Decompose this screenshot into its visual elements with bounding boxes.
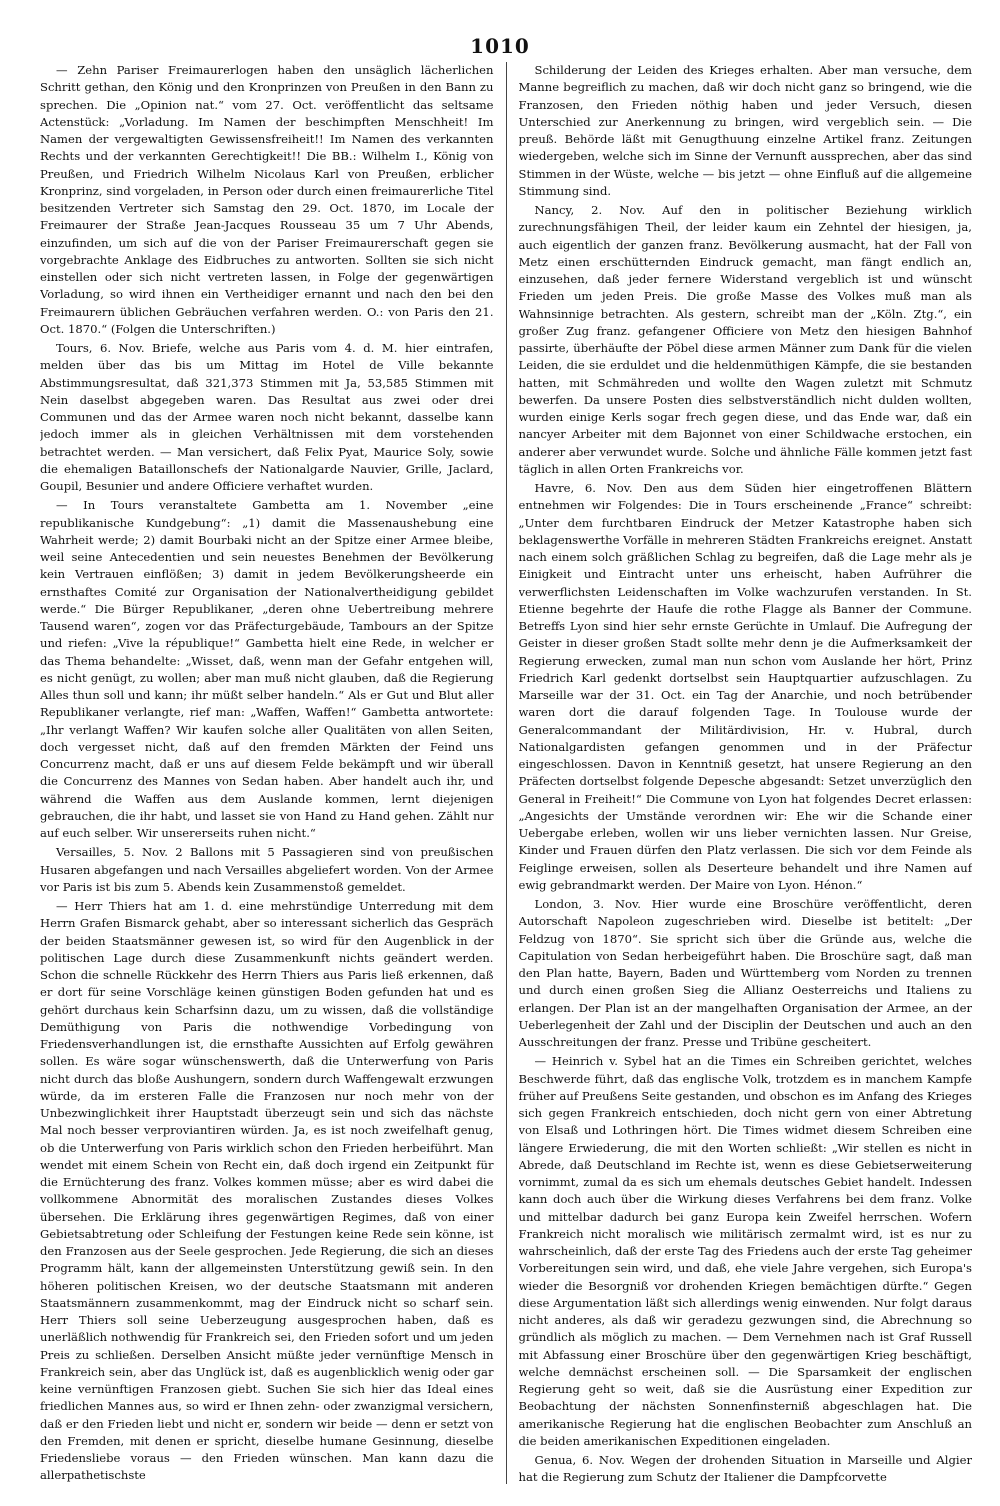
article-paragraph: — Heinrich v. Sybel hat an die Times ein Schreiben gerichtet, welches Beschwerde führt, daß das englische Volk, trotzdem es in manchem Kampfe früher auf Preußens Seite gestanden, und obschon es im Anfang des Krieges sich gegen Frankreich entschieden, doch nicht gern von einer Abtretung von Elsaß und Lothringen hört. Die Times widmet diesem Schreiben eine längere Erwiederung, die mit den Worten schließt: „Wir stellen es nicht in Abrede, daß Deutschland im Rechte ist, wenn es diese Gebietserweiterung vornimmt, zumal da es sich um ehemals deutsches Gebiet handelt. Indessen kann doch auch über die Wirkung dieses Verfahrens bei dem franz. Volke und mittelbar dadurch bei ganz Europa kein Zweifel herrschen. Wofern Frankreich nicht moralisch wie militärisch zermalmt wird, ist es nur zu wahrscheinlich, daß der erste Tag des Friedens auch der erste Tag geheimer Vorbereitungen sein wird, und daß, ehe viele Jahre vergehen, sich Europa's wieder die Besorgniß vor drohenden Kriegen bemächtigen dürfte.“ Gegen diese Argumentation läßt sich allerdings wenig einwenden. Nur folgt daraus nicht anderes, als daß wir geradezu gezwungen sind, die Abrechnung so gründlich als möglich zu machen. — Dem Vernehmen nach ist Graf Russell mit Abfassung einer Broschüre über den gegenwärtigen Krieg beschäftigt, welche demnächst erscheinen soll. — Die Sparsamkeit der englischen Regierung geht so weit, daß sie die Ausrüstung einer Expedition zur Beobachtung der nächsten Sonnenfinsterniß abgeschlagen hat. Die amerikanische Regierung hat die englischen Beobachter zum Anschluß an die beiden amerikanischen Expeditionen eingeladen.: [518, 1054, 972, 1448]
columns: [40, 62, 972, 1484]
right-column: [519, 62, 973, 1484]
left-column: [40, 62, 494, 1484]
article-paragraph: Schilderung der Leiden des Krieges erhalten. Aber man versuche, dem Manne begreiflich zu machen, daß wir doch nicht ganz so bringend, wie die Franzosen, den Frieden nöthig haben und jeder Versuch, diesen Unterschied zur Anerkennung zu bringen, wird vergeblich sein. — Die preuß. Behörde läßt mit Genugthuung einzelne Artikel franz. Zeitungen wiedergeben, welche sich im Sinne der Vernunft aussprechen, aber das sind Stimmen in der Wüste, welche — bis jetzt — ohne Einfluß auf die allgemeine Stimmung sind.: [518, 63, 972, 198]
article-paragraph: — In Tours veranstaltete Gambetta am 1. November „eine republikanische Kundgebung“: „1) damit die Massenaushebung eine Wahrheit werde; 2) damit Bourbaki nicht an der Spitze einer Armee bleibe, weil seine Antecedentien und sein neuestes Benehmen der Bevölkerung kein Vertrauen einflößen; 3) damit in jedem Bevölkerungsheerde ein ernsthaftes Comité zur Organisation der Nationalvertheidigung gebildet werde.“ Die Bürger Republikaner, „deren ohne Uebertreibung mehrere Tausend waren“, zogen vor das Präfecturgebäude, Tambours an der Spitze und riefen: „Vive la république!“ Gambetta hielt eine Rede, in welcher er das Thema behandelte: „Wisset, daß, wenn man der Gefahr entgehen will, es nicht genügt, zu wollen; aber man muß nicht glauben, daß die Regierung Alles thun soll und kann; ihr müßt selber handeln.“ Als er Gut und Blut aller Republikaner verlangte, rief man: „Waffen, Waffen!“ Gambetta antwortete: „Ihr verlangt Waffen? Wir kaufen solche aller Qualitäten von allen Seiten, doch vergesset nicht, daß auf den fremden Märkten der Feind uns Concurrenz macht, daß er uns auf diesem Felde bekämpft und wir überall die Concurrenz des Mannes von Sedan haben. Aber handelt auch ihr, und während die Waffen aus dem Auslande kommen, lernt diejenigen gebrauchen, die ihr habt, und lasset sie von Hand zu Hand gehen. Zählt nur auf euch selber. Wir unsererseits ruhen nicht.“: [40, 498, 494, 840]
article-paragraph: — Zehn Pariser Freimaurerlogen haben den unsäglich lächerlichen Schritt gethan, den König und den Kronprinzen von Preußen in den Bann zu sprechen. Die „Opinion nat.“ vom 27. Oct. veröffentlicht das seltsame Actenstück: „Vorladung. Im Namen der beschimpften Menschheit! Im Namen der vergewaltigten Gewissensfreiheit!! Im Namen des verkannten Rechts und der verkannten Gerechtigkeit!! Die BB.: Wilhelm I., König von Preußen, und Friedrich Wilhelm Nicolaus Karl von Preußen, erblicher Kronprinz, sind vorgeladen, in Person oder durch einen freimaurerliche Titel besitzenden Vertreter sich Samstag den 29. Oct. 1870, im Locale der Freimaurer der Straße Jean-Jacques Rousseau 35 um 7 Uhr Abends, einzufinden, um sich auf die von der Pariser Freimaurerschaft gegen sie vorgebrachte Anklage des Eidbruches zu antworten. Sollten sie sich nicht einstellen oder sich nicht vertreten lassen, in Folge der gegenwärtigen Vorladung, so wird ihnen ein Vertheidiger ernannt und nach den bei den Freimaurern üblichen Gebräuchen verfahren werden. O.: von Paris den 21. Oct. 1870.“ (Folgen die Unterschriften.): [40, 63, 494, 336]
article-paragraph: Havre, 6. Nov. Den aus dem Süden hier eingetroffenen Blättern entnehmen wir Folgendes: Die in Tours erscheinende „France“ schreibt: „Unter dem furchtbaren Eindruck der Metzer Katastrophe haben sich beklagenswerthe Vorfälle in mehreren Städten Frankreichs ereignet. Anstatt nach einem solch gräßlichen Schlag zu begreifen, daß die Lage mehr als je Einigkeit und Eintracht unter uns erheischt, haben Aufrührer die verwerflichsten Leidenschaften im Volke wachzurufen verstanden. In St. Etienne begehrte der Haufe die rothe Flagge als Banner der Commune. Betreffs Lyon sind hier sehr ernste Gerüchte in Umlauf. Die Aufregung der Geister in dieser großen Stadt sollte mehr denn je die Aufmerksamkeit der Regierung erwecken, zumal man nun schon vom Auslande her hört, Prinz Friedrich Karl gedenkt dortselbst sein Hauptquartier aufzuschlagen. Zu Marseille war der 31. Oct. ein Tag der Anarchie, und noch betrübender waren dort die darauf folgenden Tage. In Toulouse wurde der Generalcommandant der Militärdivision, Hr. v. Hubral, durch Nationalgardisten gefangen genommen und in der Präfectur eingeschlossen. Davon in Kenntniß gesetzt, hat unsere Regierung an den Präfecten dortselbst folgende Depesche abgesandt: Setzet unverzüglich den General in Freiheit!“ Die Commune von Lyon hat folgendes Decret erlassen: „Angesichts der Umstände verordnen wir: Ehe wir die Schande einer Uebergabe erleben, wollen wir uns lieber vernichten lassen. Nur Greise, Kinder und Frauen dürfen den Platz verlassen. Die sich vor dem Feinde als Feiglinge erweisen, sollen als Deserteure behandelt und ihre Namen auf ewig gebrandmarkt werden. Der Maire von Lyon. Hénon.“: [518, 481, 972, 892]
page-number: 1010: [470, 34, 530, 58]
article-paragraph: Nancy, 2. Nov. Auf den in politischer Beziehung wirklich zurechnungsfähigen Theil, der leider kaum ein Zehntel der hiesigen, ja, auch eigentlich der ganzen franz. Bevölkerung ausmacht, hat der Fall von Metz einen erschütternden Eindruck gemacht, man fängt endlich an, einzusehen, daß jeder fernere Widerstand vergeblich ist und wünscht Frieden um jeden Preis. Die große Masse des Volkes muß man als Wahnsinnige betrachten. Als gestern, schreibt man der „Köln. Ztg.“, ein großer Zug franz. gefangener Officiere von Metz den hiesigen Bahnhof passirte, überhäufte der Pöbel diese armen Männer zum Dank für die vielen Leiden, die sie erduldet und die heldenmüthigen Kämpfe, die sie bestanden hatten, mit Schmähreden und wollte den Wagen zuletzt mit Schmutz bewerfen. Da unsere Posten dies selbstverständlich nicht dulden wollten, wurden einige Kerls sogar frech gegen diese, und das Ende war, daß ein nancyer Arbeiter mit dem Bajonnet von einer Schildwache erstochen, ein anderer aber verwundet wurde. Solche und ähnliche Fälle kommen jetzt fast täglich in allen Orten Frankreichs vor.: [518, 203, 972, 476]
article-paragraph: Tours, 6. Nov. Briefe, welche aus Paris vom 4. d. M. hier eintrafen, melden über das bis um Mittag im Hotel de Ville bekannte Abstimmungsresultat, daß 321,373 Stimmen mit Ja, 53,585 Stimmen mit Nein daselbst abgegeben waren. Das Resultat aus zwei oder drei Communen und das der Armee waren noch nicht bekannt, dasselbe kann jedoch immer als in gleichen Verhältnissen mit dem vorstehenden betrachtet werden. — Man versichert, daß Felix Pyat, Maurice Soly, sowie die ehemaligen Bataillonschefs der Nationalgarde Nauvier, Grille, Jaclard, Goupil, Besunier und andere Officiere verhaftet wurden.: [40, 341, 494, 493]
article-paragraph: Genua, 6. Nov. Wegen der drohenden Situation in Marseille und Algier hat die Regierung zum Schutz der Italiener die Dampfcorvette: [518, 1453, 972, 1484]
article-paragraph: London, 3. Nov. Hier wurde eine Broschüre veröffentlicht, deren Autorschaft Napoleon zugeschrieben wird. Dieselbe ist betitelt: „Der Feldzug von 1870“. Sie spricht sich über die Gründe aus, welche die Capitulation von Sedan herbeigeführt haben. Die Broschüre sagt, daß man den Plan hatte, Bayern, Baden und Württemberg vom Norden zu trennen und durch einen großen Sieg die Allianz Oesterreichs und Italiens zu erlangen. Der Plan ist an der mangelhaften Organisation der Armee, an der Ueberlegenheit der Zahl und der Disciplin der Deutschen und auch an den Ausschreitungen der franz. Presse und Tribüne gescheitert.: [518, 897, 972, 1049]
article-paragraph: — Herr Thiers hat am 1. d. eine mehrstündige Unterredung mit dem Herrn Grafen Bismarck gehabt, aber so interessant sicherlich das Gespräch der beiden Staatsmänner gewesen ist, so wird für den Augenblick in der politischen Lage durch diese Zusammenkunft nichts geändert werden. Schon die schnelle Rückkehr des Herrn Thiers aus Paris ließ erkennen, daß er dort für seine Vorschläge keinen günstigen Boden gefunden hat und es gehört durchaus kein Scharfsinn dazu, um zu wissen, daß die vollständige Demüthigung von Paris die nothwendige Vorbedingung von Friedensverhandlungen ist, die ernsthafte Aussichten auf Erfolg gewähren sollen. Es wäre sogar wünschenswerth, daß die Unterwerfung von Paris nicht durch das bloße Aushungern, sondern durch Waffengewalt erzwungen würde, da im ersteren Falle die Franzosen nur noch mehr von der Unbezwinglichkeit ihrer Hauptstadt überzeugt sein und sich das nächste Mal noch besser verproviantiren würden. Ja, es ist noch zweifelhaft genug, ob die Unterwerfung von Paris wirklich schon den Frieden herbeiführt. Man wendet mit einem Schein von Recht ein, daß doch irgend ein Zeitpunkt für die Ernüchterung des franz. Volkes kommen müsse; aber es wird dabei die vollkommene Abnormität des moralischen Zustandes dieses Volkes übersehen. Die Erklärung ihres gegenwärtigen Regimes, daß von einer Gebietsabtretung oder Schleifung der Festungen keine Rede sein könne, ist den Franzosen aus der Seele gesprochen. Jede Regierung, die sich an dieses Programm hält, kann der allgemeinsten Unterstützung gewiß sein. In den höheren politischen Kreisen, wo der deutsche Staatsmann mit anderen Staatsmännern zusammenkommt, mag der Eindruck nicht so scharf sein. Herr Thiers soll seine Ueberzeugung ausgesprochen haben, daß es unerläßlich nothwendig für Frankreich sei, den Frieden sofort und um jeden Preis zu schließen. Derselben Ansicht müßte jeder vernünftige Mensch in Frankreich sein, aber das Unglück ist, daß es augenblicklich wenig oder gar keine vernünftigen Franzosen giebt. Suchen Sie sich hier das Ideal eines friedlichen Mannes aus, so wird er Ihnen zehn- oder zwanzigmal versichern, daß er den Frieden liebt und nicht er, sondern wir beide — denn er setzt von den Fremden, mit denen er spricht, dieselbe humane Gesinnung, dieselbe Friedensliebe voraus — den Frieden wünschen. Man kann dazu die allerpathetischste: [40, 899, 494, 1483]
column-divider: [506, 62, 507, 1484]
article-paragraph: Versailles, 5. Nov. 2 Ballons mit 5 Passagieren sind von preußischen Husaren abgefangen und nach Versailles abgeliefert worden. Von der Armee vor Paris ist bis zum 5. Abends kein Zusammenstoß gemeldet.: [40, 845, 494, 894]
